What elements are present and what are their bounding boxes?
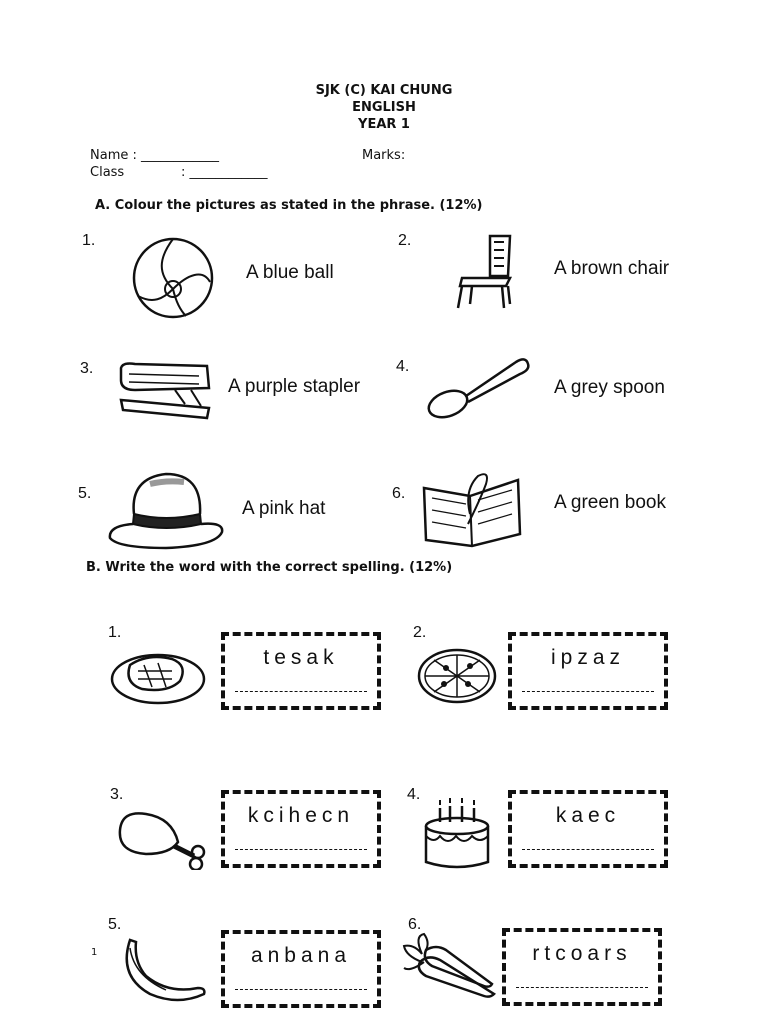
scramble-box — [221, 930, 381, 1008]
class-label: Class — [90, 165, 125, 180]
cake-icon — [420, 796, 494, 872]
chicken-leg-icon — [112, 808, 210, 870]
item-number: 2. — [398, 232, 412, 249]
scramble-box — [502, 928, 662, 1006]
item-number: 6. — [392, 485, 406, 502]
hat-icon — [106, 468, 226, 550]
stapler-icon — [115, 360, 215, 422]
chair-icon — [452, 232, 522, 312]
pizza-icon — [416, 646, 498, 706]
class-field[interactable]: : ____________ — [181, 165, 268, 180]
scrambled-word: tesak — [263, 646, 339, 669]
scramble-box — [508, 790, 668, 868]
item-number: 4. — [396, 358, 410, 375]
answer-line[interactable] — [522, 848, 654, 850]
item-number: 1. — [108, 624, 122, 641]
banana-icon — [116, 936, 210, 1006]
section-b-title: B. Write the word with the correct spelling. (12%) — [86, 560, 453, 575]
answer-line[interactable] — [516, 986, 648, 988]
scramble-box — [221, 632, 381, 710]
year-level: YEAR 1 — [358, 117, 410, 132]
name-field[interactable]: Name : ____________ — [90, 148, 219, 163]
page-number: 1 — [91, 947, 98, 958]
phrase: A brown chair — [554, 258, 670, 279]
scramble-box — [221, 790, 381, 868]
scrambled-word: anbana — [250, 944, 352, 967]
scrambled-word: kcihecn — [247, 804, 355, 827]
carrot-icon — [400, 932, 498, 1004]
answer-line[interactable] — [235, 988, 367, 990]
subject: ENGLISH — [352, 100, 416, 115]
item-number: 3. — [110, 786, 124, 803]
scramble-box — [508, 632, 668, 710]
item-number: 5. — [108, 916, 122, 933]
item-number: 5. — [78, 485, 92, 502]
scrambled-word: kaec — [555, 804, 621, 827]
item-number: 1. — [82, 232, 96, 249]
item-number: 3. — [80, 360, 94, 377]
spoon-icon — [424, 352, 532, 422]
section-a-title: A. Colour the pictures as stated in the phrase. (12%) — [95, 198, 483, 213]
item-number: 6. — [408, 916, 422, 933]
answer-line[interactable] — [235, 690, 367, 692]
scrambled-word: ipzaz — [550, 646, 626, 669]
school-name: SJK (C) KAI CHUNG — [315, 83, 453, 98]
phrase: A green book — [554, 492, 666, 513]
phrase: A purple stapler — [228, 376, 361, 397]
phrase: A grey spoon — [554, 377, 665, 398]
steak-icon — [108, 645, 208, 709]
book-icon — [420, 470, 526, 550]
scrambled-word: rtcoars — [532, 942, 632, 965]
item-number: 4. — [407, 786, 421, 803]
phrase: A blue ball — [246, 262, 334, 283]
item-number: 2. — [413, 624, 427, 641]
phrase: A pink hat — [242, 498, 326, 519]
answer-line[interactable] — [522, 690, 654, 692]
marks-label: Marks: — [362, 148, 406, 163]
ball-icon — [128, 234, 218, 322]
answer-line[interactable] — [235, 848, 367, 850]
